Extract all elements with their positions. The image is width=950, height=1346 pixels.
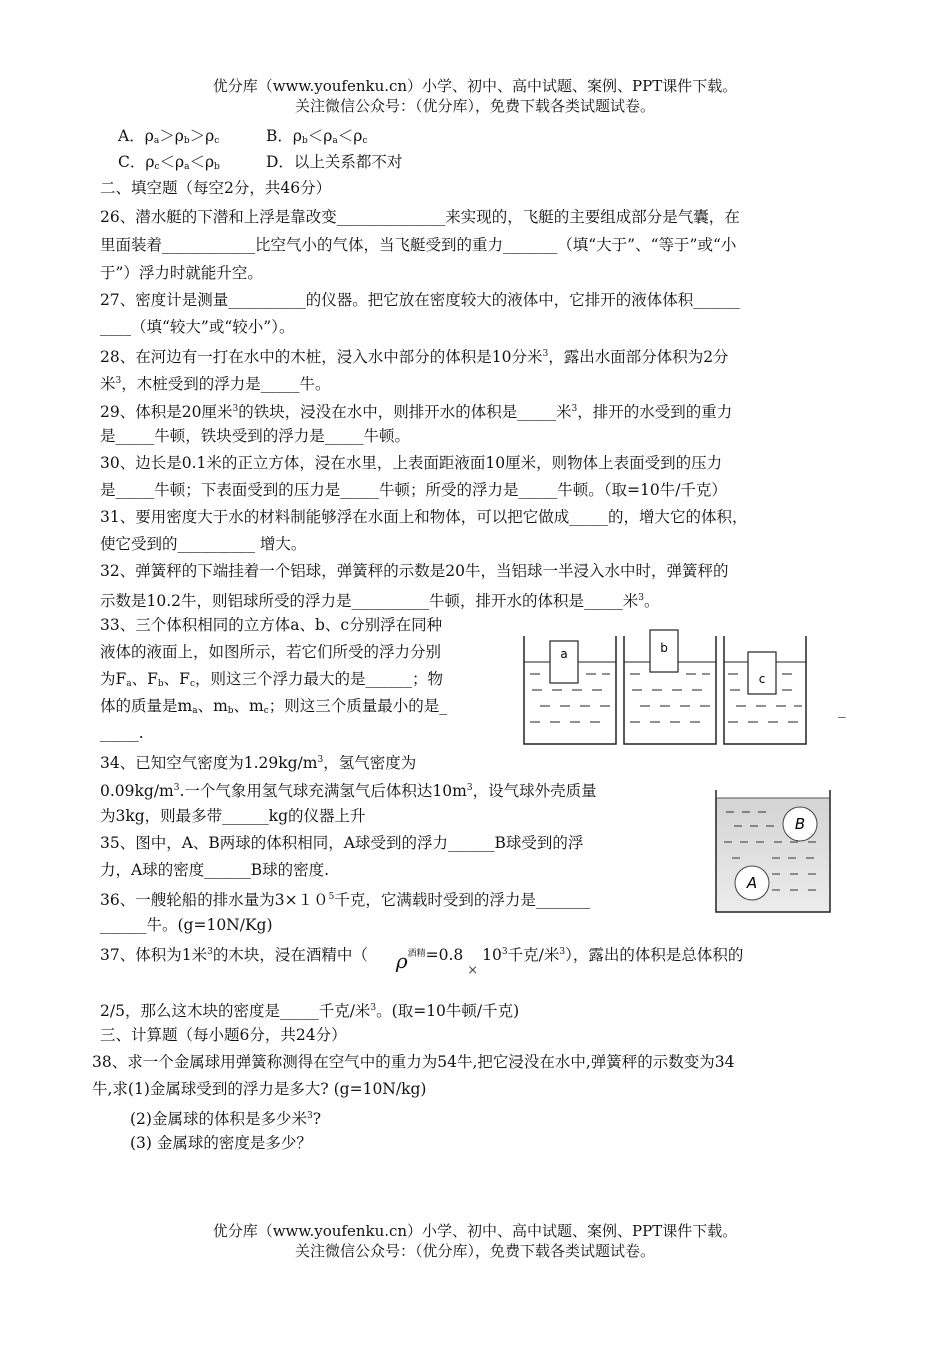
q34-line-3: 为3kg，则最多带______kg的仪器上升 bbox=[100, 807, 366, 825]
option-a: A．$\rho_a>\rho_b>\rho_c$ bbox=[118, 127, 220, 146]
q35-figure bbox=[712, 786, 836, 916]
q30-line-1: 30、边长是0.1米的正立方体，浸在水里，上表面距液面10厘米，则物体上表面受到的压力 bbox=[100, 454, 723, 472]
q33-figure bbox=[520, 628, 810, 748]
q37-line-1: 37、体积为1米$^3$的木块，浸在酒精中（ $\rho^{酒精}=0.8\times 10^3$千克/米$^3$），露出的体积是总体积的 bbox=[100, 941, 743, 982]
rho-symbol: ρ bbox=[395, 949, 408, 973]
q38-line-2: 牛,求(1)金属球受到的浮力是多大? (g=10N/kg) bbox=[92, 1080, 427, 1098]
q38-line-4: (3) 金属球的密度是多少？ bbox=[130, 1134, 312, 1152]
q28-line-1: 28、在河边有一打在水中的木桩，浸入水中部分的体积是10分米$^3$，露出水面部分体积为2分 bbox=[100, 348, 729, 366]
footer-line-2: 关注微信公众号：（优分库），免费下载各类试题试卷。 bbox=[294, 1242, 655, 1260]
q27-line-2: ____（填“较大”或“较小”）。 bbox=[100, 318, 295, 336]
q35-line-2: 力，A球的密度______B球的密度. bbox=[100, 861, 330, 879]
footer-line-1: 优分库（www.youfenku.cn）小学、初中、高中试题、案例、PPT课件下载。 bbox=[212, 1222, 738, 1240]
q33-line-2: 液体的液面上，如图所示，若它们所受的浮力分别 bbox=[100, 643, 442, 661]
ball-b-label: B bbox=[794, 815, 806, 833]
q30-line-2: 是_____牛顿；下表面受到的压力是_____牛顿；所受的浮力是_____牛顿。（取=10牛/千克） bbox=[100, 481, 727, 499]
container-b bbox=[624, 630, 716, 744]
q33-line-1: 33、三个体积相同的立方体a、b、c分别浮在同种 bbox=[100, 616, 443, 634]
q38-line-1: 38、求一个金属球用弹簧称测得在空气中的重力为54牛,把它浸没在水中,弹簧秤的示数变为34 bbox=[92, 1053, 735, 1071]
q26-line-2: 里面装着____________比空气小的气体，当飞艇受到的重力_______（填“大于”、“等于”或“小 bbox=[100, 236, 737, 254]
section-3-title: 三、计算题（每小题6分，共24分） bbox=[100, 1026, 347, 1044]
q32-line-1: 32、弹簧秤的下端挂着一个铝球，弹簧秤的示数是20牛，当铝球一半浸入水中时，弹簧秤的 bbox=[100, 562, 729, 580]
container-a bbox=[524, 636, 616, 744]
q31-line-1: 31、要用密度大于水的材料制能够浮在水面上和物体，可以把它做成_____的，增大它的体积， bbox=[100, 508, 748, 526]
section-2-title: 二、填空题（每空2分，共46分） bbox=[100, 179, 332, 197]
q32-line-2: 示数是10.2牛，则铝球所受的浮力是__________牛顿，排开水的体积是_____米$^3$。 bbox=[100, 592, 660, 610]
q26-line-1: 26、潜水艇的下潜和上浮是靠改变______________来实现的，飞艇的主要组成部分是气囊，在 bbox=[100, 208, 740, 226]
cube-c-label: c bbox=[758, 672, 766, 686]
q34-line-1: 34、已知空气密度为$1.29kg/m^3$，氢气密度为 bbox=[100, 754, 417, 772]
header-line-2: 关注微信公众号：（优分库），免费下载各类试题试卷。 bbox=[294, 97, 655, 115]
q33-line-5: _____. bbox=[100, 724, 144, 742]
container-c bbox=[724, 636, 806, 744]
rho-subscript: 酒精 bbox=[407, 949, 426, 959]
q36-line-2: ______牛。(g=10N/Kg) bbox=[100, 916, 273, 934]
times-symbol: × bbox=[467, 963, 479, 978]
q31-line-2: 使它受到的__________ 增大。 bbox=[100, 535, 307, 553]
q37-line-2: 2/5，那么这木块的密度是_____千克/米$^3$。(取=10牛顿/千克) bbox=[100, 1002, 520, 1020]
option-d: D．以上关系都不对 bbox=[266, 153, 403, 171]
ball-a-label: A bbox=[746, 874, 758, 892]
header-line-1: 优分库（www.youfenku.cn）小学、初中、高中试题、案例、PPT课件下载。 bbox=[212, 77, 738, 95]
q29-line-2: 是_____牛顿，铁块受到的浮力是_____牛顿。 bbox=[100, 427, 411, 445]
q26-line-3: 于”）浮力时就能升空。 bbox=[100, 264, 263, 282]
q27-line-1: 27、密度计是测量__________的仪器。把它放在密度较大的液体中，它排开的液体体积______ bbox=[100, 291, 740, 309]
q38-line-3: (2)金属球的体积是多少米$^3$? bbox=[130, 1110, 322, 1128]
q33-line-3: 为$F_a$、$F_b$、$F_c$，则这三个浮力最大的是______；物 bbox=[100, 670, 443, 689]
option-c: C．$\rho_c<\rho_a<\rho_b$ bbox=[118, 153, 220, 172]
option-b: B．$\rho_b<\rho_a<\rho_c$ bbox=[266, 127, 368, 146]
q34-line-2: $0.09kg/m^3$.一个气象用氢气球充满氢气后体积达$10m^3$，设气球外壳质量 bbox=[100, 782, 597, 800]
cube-b-label: b bbox=[660, 641, 668, 655]
q28-line-2: 米$^3$，木桩受到的浮力是_____牛。 bbox=[100, 375, 331, 393]
q35-line-1: 35、图中，A、B两球的体积相同，A球受到的浮力______B球受到的浮 bbox=[100, 834, 584, 852]
q33-line-4: 体的质量是$m_a$、$m_b$、$m_c$；则这三个质量最小的是_ bbox=[100, 697, 448, 716]
q33-dash: _ bbox=[838, 700, 846, 718]
cube-a-label: a bbox=[560, 647, 568, 661]
q36-line-1: 36、一艘轮船的排水量为$3\times 10^5$千克，它满载时受到的浮力是_______ bbox=[100, 891, 591, 909]
q29-line-1: 29、体积是20厘米$^3$的铁块，浸没在水中，则排开水的体积是_____米$^3$，排开的水受到的重力 bbox=[100, 403, 733, 421]
